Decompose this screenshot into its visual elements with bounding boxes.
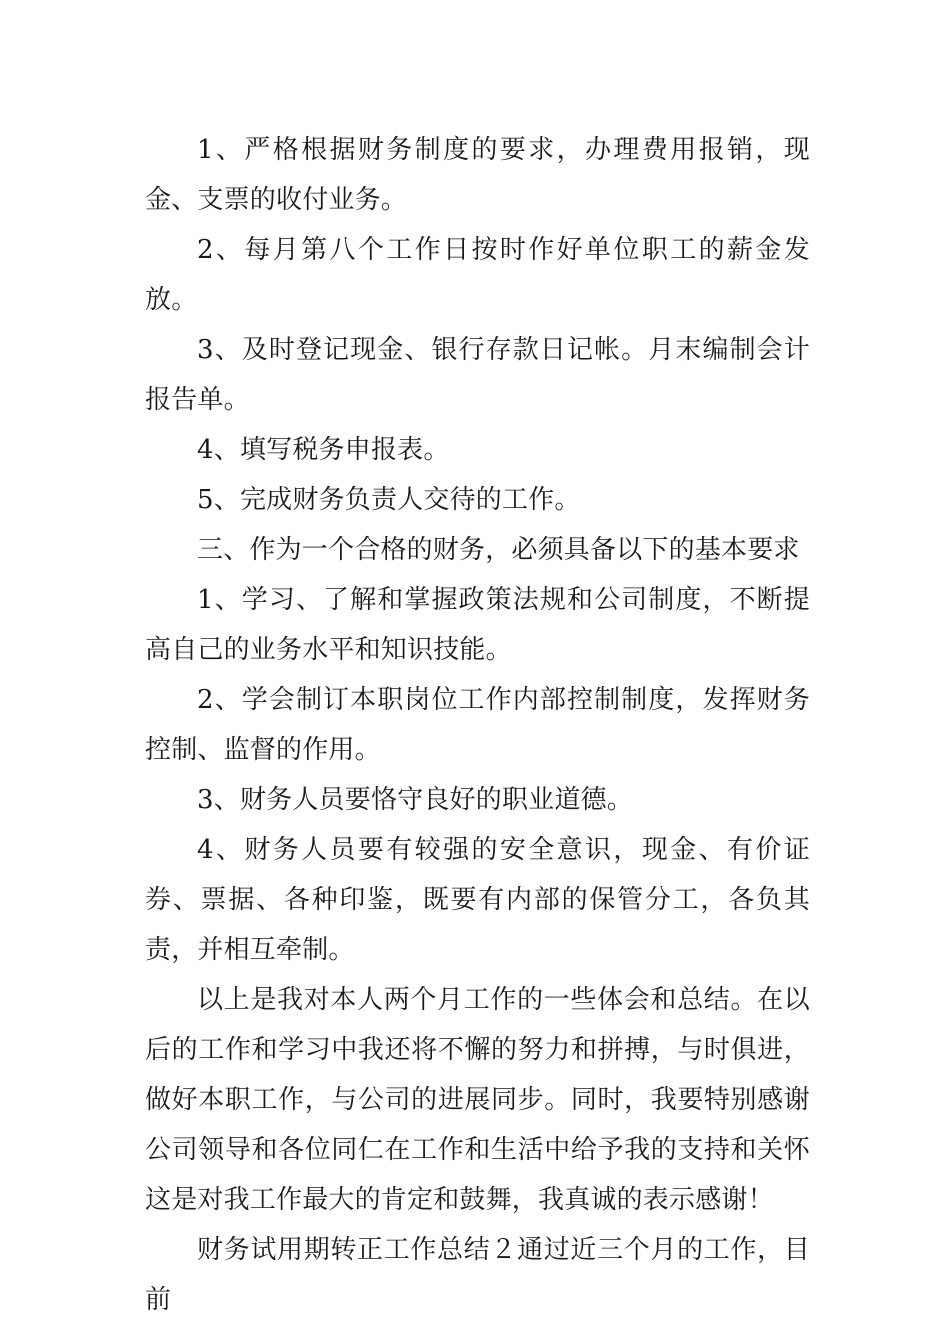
requirement-item-1: 1、学习、了解和掌握政策法规和公司制度，不断提高自己的业务水平和知识技能。 — [145, 585, 810, 665]
requirement-item-3: 3、财务人员要恪守良好的职业道德。 — [197, 785, 633, 815]
paragraph-item-3: 3、及时登记现金、银行存款日记帐。月末编制会计报告单。 — [145, 335, 810, 415]
next-section-start: 财务试用期转正工作总结２通过近三个月的工作，目前 — [145, 1235, 810, 1315]
paragraph-item-1: 1、严格根据财务制度的要求，办理费用报销，现金、支票的收付业务。 — [145, 135, 810, 215]
paragraph-item-4: 4、填写税务申报表。 — [197, 435, 450, 465]
paragraph-item-5: 5、完成财务负责人交待的工作。 — [197, 485, 581, 515]
paragraph-item-2: 2、每月第八个工作日按时作好单位职工的薪金发放。 — [145, 235, 810, 315]
document-body — [145, 125, 810, 1325]
section-heading: 三、作为一个合格的财务，必须具备以下的基本要求 — [197, 535, 800, 565]
requirement-item-2: 2、学会制订本职岗位工作内部控制制度，发挥财务控制、监督的作用。 — [145, 685, 810, 765]
requirement-item-4: 4、财务人员要有较强的安全意识，现金、有价证券、票据、各种印鉴，既要有内部的保管分工，各负其责，并相互牵制。 — [145, 835, 810, 965]
summary-paragraph: 以上是我对本人两个月工作的一些体会和总结。在以后的工作和学习中我还将不懈的努力和拼搏，与时俱进，做好本职工作，与公司的进展同步。同时，我要特别感谢公司领导和各位同仁在工作和生活中给予我的支持和关怀这是对我工作最大的肯定和鼓舞，我真诚的表示感谢！ — [145, 985, 810, 1215]
